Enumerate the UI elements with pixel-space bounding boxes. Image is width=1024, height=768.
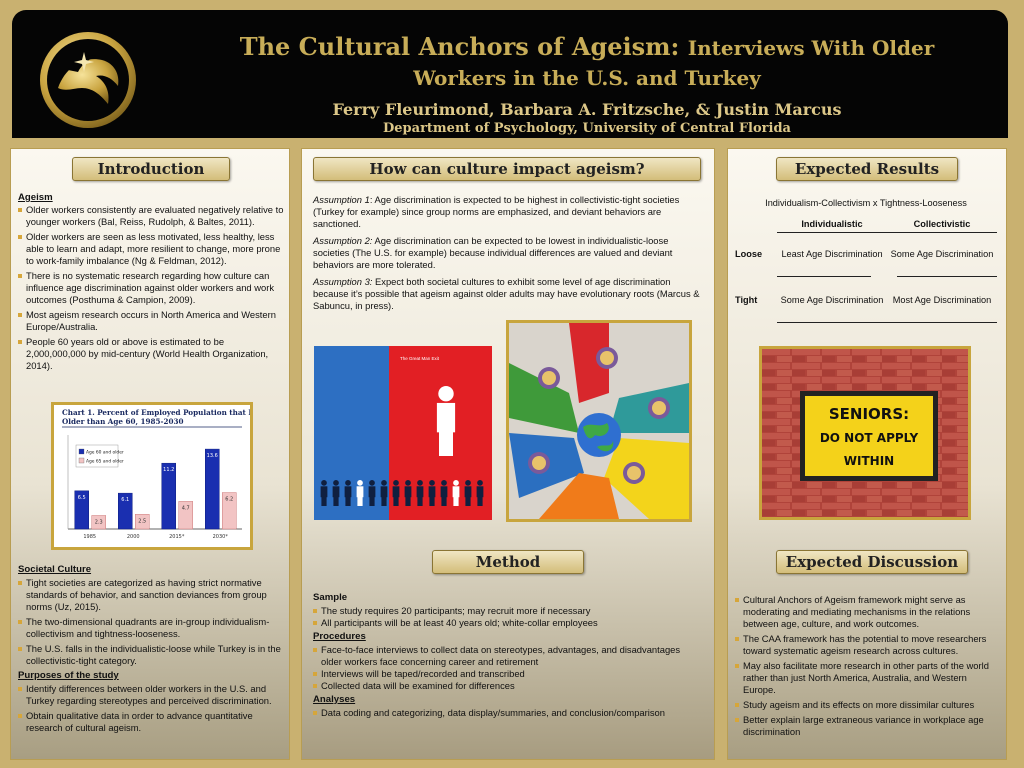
people-illustration [314, 346, 492, 520]
sign-line-3: WITHIN [843, 454, 895, 468]
bullet-item: Obtain qualitative data in order to advance quantitative research of cultural ageism. [18, 710, 286, 734]
bullet-item: Cultural Anchors of Ageism framework might serve as moderating and mediating mechanisms in the relations between age, culture, and work outcomes. [735, 594, 1001, 630]
bullet-item: The study requires 20 participants; may recruit more if necessary [313, 605, 703, 617]
bullet-item: People 60 years old or above is estimated to be 2,000,000,000 by mid-century (World Health Organization, 2014). [18, 336, 286, 372]
discussion-body [735, 594, 1001, 741]
seniors-sign-image [759, 346, 971, 520]
small-person-figure [333, 480, 340, 506]
chart-legend-label: Age 60 and older [86, 450, 124, 456]
hands-globe-image [506, 320, 692, 522]
great-man-exit-image [314, 346, 492, 520]
cell-loose-collectivistic: Some Age Discrimination [890, 249, 994, 259]
procedure-bullets [313, 644, 703, 692]
chart-data-label: 6.5 [77, 494, 86, 501]
discussion-bullets [735, 594, 1001, 738]
procedures-subheading: Procedures [313, 631, 366, 642]
bullet-item: Tight societies are categorized as having strict normative standards of behavior, and sanction deviances from group norms (Uz, 2015). [18, 577, 286, 613]
analyses-subheading: Analyses [313, 694, 356, 705]
chart-tick-label: 2030* [212, 534, 228, 540]
bullet-item: Better explain large extraneous variance in workplace age discrimination [735, 714, 1001, 738]
chart-svg [54, 405, 250, 547]
table-rule-mid-left [777, 276, 871, 277]
great-man-figure [437, 386, 455, 456]
chart-data-label: 2.3 [94, 519, 103, 526]
assumptions-body [313, 194, 703, 312]
bullet-item: The CAA framework has the potential to move researchers toward systematic ageism research across cultures. [735, 633, 1001, 657]
introduction-heading: Introduction [72, 157, 230, 181]
chart-legend-swatch [79, 458, 84, 463]
ageism-subheading: Ageism [18, 192, 53, 203]
small-person-figure [453, 480, 460, 506]
ucf-pegasus-logo-icon [38, 30, 138, 130]
purpose-bullets [18, 683, 286, 734]
bullet-item: Study ageism and its effects on more dissimilar cultures [735, 699, 1001, 711]
small-person-figure [405, 480, 412, 506]
results-table [735, 198, 997, 350]
expected-discussion-heading: Expected Discussion [776, 550, 968, 574]
assumption-1: Assumption 1: Age discrimination is expected to be highest in collectivistic-tight societies (Turkey for example) since group norms are emphasized, and deviant behaviors are sanctioned. [313, 194, 680, 229]
expected-results-heading: Expected Results [776, 157, 958, 181]
purposes-subheading: Purposes of the study [18, 670, 119, 681]
authors: Ferry Fleurimond, Barbara A. Fritzsche, & Justin Marcus [332, 100, 842, 119]
small-person-figure [369, 480, 376, 506]
department: Department of Psychology, University of Central Florida [383, 121, 791, 136]
bullet-item: Identify differences between older workers in the U.S. and Turkey regarding stereotypes and perceived discrimination. [18, 683, 286, 707]
sample-subheading: Sample [313, 592, 348, 603]
bullet-item: Face-to-face interviews to collect data on stereotypes, advantages, and disadvantages older workers face concerning career and retirement [313, 644, 703, 668]
intro-bullets [18, 204, 286, 372]
row-header-loose: Loose [735, 249, 763, 259]
method-heading: Method [432, 550, 584, 574]
chart-data-label: 11.2 [163, 467, 175, 474]
small-person-figure [321, 480, 328, 506]
poster-title-line2: Workers in the U.S. and Turkey [413, 66, 761, 90]
sign-line-1: SENIORS: [828, 405, 910, 423]
cell-tight-collectivistic: Most Age Discrimination [892, 295, 992, 305]
employment-chart [51, 402, 253, 550]
bullet-item: Older workers are seen as less motivated, less healthy, less able to learn and adapt, more resilient to change, more prone to work-family imbalance (Ng & Feldman, 2012). [18, 231, 286, 267]
sign-line-2: DO NOT APPLY [819, 431, 919, 445]
cell-tight-individualistic: Some Age Discrimination [780, 295, 884, 305]
chart-legend-swatch [79, 449, 84, 454]
bullet-item: Older workers consistently are evaluated negatively relative to younger workers (Bal, Reiss, Rudolph, & Baltes, 2011). [18, 204, 286, 228]
cell-loose-individualistic: Least Age Discrimination [781, 249, 883, 259]
image-caption: The Great Man Exit [400, 356, 440, 361]
culture-heading: How can culture impact ageism? [313, 157, 701, 181]
small-person-figure [441, 480, 448, 506]
assumption-2: Assumption 2: Age discrimination can be expected to be lowest in individualistic-loose societies (The U.S. for example) because individual differences are valued and deviant behaviors are more tolerated. [313, 235, 673, 270]
chart-data-label: 6.1 [121, 497, 130, 504]
row-header-tight: Tight [735, 295, 758, 305]
poster-header [12, 10, 1008, 138]
small-person-figure [417, 480, 424, 506]
small-person-figure [393, 480, 400, 506]
bullet-item: Most ageism research occurs in North America and Western Europe/Australia. [18, 309, 286, 333]
small-person-figure [429, 480, 436, 506]
col-header-individualistic: Individualistic [801, 219, 863, 229]
chart-data-label: 2.5 [138, 518, 147, 525]
results-table-title: Individualism-Collectivism x Tightness-Looseness [765, 198, 967, 208]
societal-culture-body [18, 564, 286, 737]
bullet-item: May also facilitate more research in other parts of the world rather than just North America, Australia, and Western Europe. [735, 660, 1001, 696]
analyses-bullets [313, 707, 703, 719]
bullet-item: The two-dimensional quadrants are in-group individualism-collectivism and tightness-looseness. [18, 616, 286, 640]
chart-tick-label: 2015* [169, 534, 185, 540]
bullet-item: All participants will be at least 40 years old; white-collar employees [313, 617, 703, 629]
col-header-collectivistic: Collectivistic [913, 219, 971, 229]
small-person-figure [465, 480, 472, 506]
chart-legend-label: Age 65 and older [86, 459, 124, 465]
chart-data-label: 13.6 [206, 453, 218, 460]
chart-tick-label: 1985 [83, 534, 97, 540]
bullet-item: Data coding and categorizing, data display/summaries, and conclusion/comparison [313, 707, 703, 719]
brick-wall-sign [762, 349, 968, 517]
bullet-item: There is no systematic research regarding how culture can influence age discrimination against older workers and work outcomes (Posthuma & Campion, 2009). [18, 270, 286, 306]
table-rule-bottom [777, 322, 997, 323]
chart-tick-label: 2000 [126, 534, 140, 540]
bullet-item: Collected data will be examined for differences [313, 680, 703, 692]
chart-title-line2: Older than Age 60, 1985-2030 [62, 417, 184, 426]
chart-data-label: 6.2 [225, 496, 234, 503]
hands-illustration [509, 323, 689, 519]
method-body [313, 592, 703, 719]
chart-title-line1: Chart 1. Percent of Employed Population that Is [62, 408, 250, 417]
bullet-item: Interviews will be taped/recorded and transcribed [313, 668, 703, 680]
societal-bullets [18, 577, 286, 667]
small-person-figure [357, 480, 364, 506]
bullet-item: The U.S. falls in the individualistic-loose while Turkey is in the collectivistic-tight category. [18, 643, 286, 667]
poster-title: The Cultural Anchors of Ageism: Interviews With Older [239, 32, 935, 61]
small-person-figure [381, 480, 388, 506]
societal-culture-subheading: Societal Culture [18, 564, 92, 575]
introduction-body [18, 192, 286, 375]
chart-bar [205, 449, 219, 529]
table-rule-mid-right [897, 276, 997, 277]
chart-data-label: 4.7 [181, 505, 190, 512]
small-person-figure [477, 480, 484, 506]
table-rule-top [777, 232, 997, 233]
assumption-3: Assumption 3: Expect both societal cultures to exhibit some level of age discrimination because it’s possible that ageism against older adults may have evolutionary roots (Marcus & Sabuncu, in press). [313, 276, 700, 311]
small-person-figure [345, 480, 352, 506]
sample-bullets [313, 605, 703, 629]
chart-plot [68, 435, 242, 540]
